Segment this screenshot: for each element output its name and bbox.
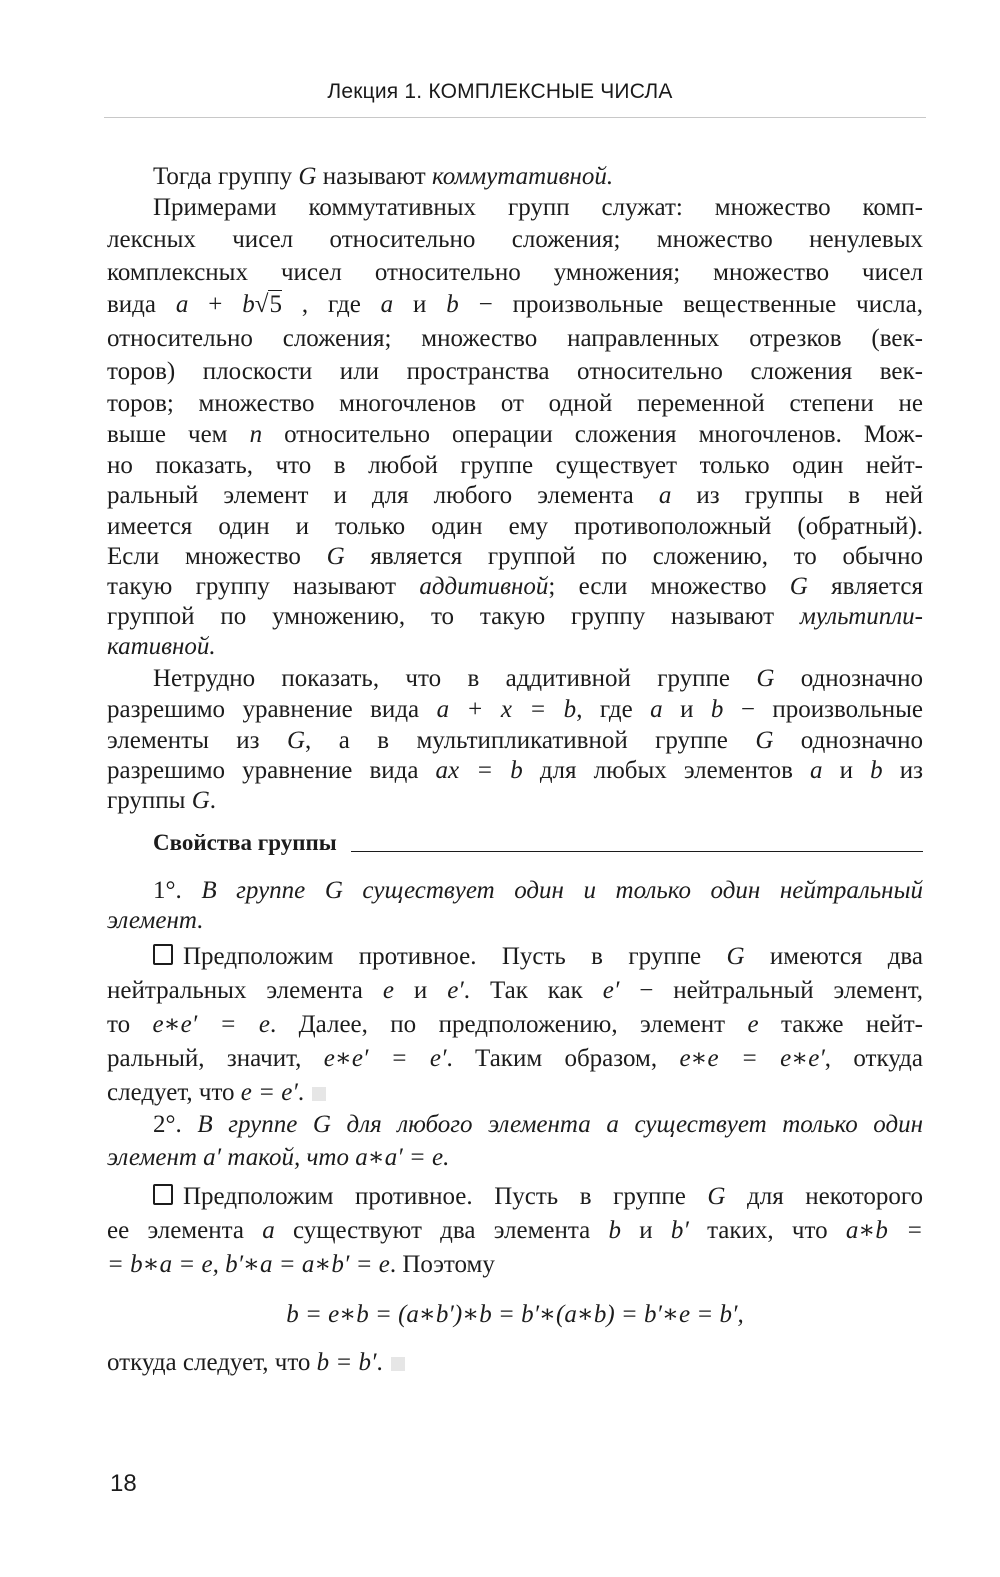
section-title: Свойства группы bbox=[153, 830, 337, 855]
paragraph-solvability-line: группы G. bbox=[107, 787, 217, 814]
proof-1-line: ральный, значит, e∗e′ = e′. Таким образом, e∗e = e∗e′, откуда bbox=[107, 1045, 923, 1072]
paragraph-examples-line: но показать, что в любой группе существует только один нейт- bbox=[107, 452, 923, 479]
proof-2-line: откуда следует, что b = b′. bbox=[107, 1348, 923, 1378]
paragraph-examples-line: комплексных чисел относительно умножения; множество чисел bbox=[107, 259, 923, 286]
sqrt-sign: √ bbox=[254, 291, 269, 318]
paragraph-examples-line: торов; множество многочленов от одной переменной степени не bbox=[107, 390, 923, 417]
proof-2-line: = b∗a = e, b′∗a = a∗b′ = e. Поэтому bbox=[107, 1251, 495, 1278]
proof-1-line: то e∗e′ = e. Далее, по предположению, элемент e также нейт- bbox=[107, 1011, 924, 1038]
paragraph-examples-line: вида a + b√5 , где a и b − произвольные вещественные числа, bbox=[107, 291, 923, 318]
paragraph-examples-line: имеется один и только один ему противоположный (обратный). bbox=[107, 513, 923, 540]
paragraph-examples-line: относительно сложения; множество направленных отрезков (век- bbox=[107, 325, 923, 352]
paragraph-examples-line: группой по умножению, то такую группу называют мультипли- bbox=[107, 603, 923, 630]
page-number: 18 bbox=[110, 1470, 137, 1497]
paragraph-examples-line: Если множество G является группой по сложению, то обычно bbox=[107, 543, 923, 570]
property-1-statement: элемент. bbox=[107, 907, 204, 934]
paragraph-solvability-line: Нетрудно показать, что в аддитивной группе G однозначно bbox=[153, 665, 923, 692]
paragraph-commutative: Тогда группу G называют коммутативной. bbox=[153, 163, 614, 190]
paragraph-solvability-line: элементы из G, а в мультипликативной группе G однозначно bbox=[107, 727, 923, 754]
property-1-statement: 1°. В группе G существует один и только один нейтральный bbox=[153, 877, 923, 904]
paragraph-examples-line: Примерами коммутативных групп служат: множество комп- bbox=[153, 194, 923, 221]
paragraph-solvability-line: разрешимо уравнение вида ax = b для любых элементов a и b из bbox=[107, 757, 923, 784]
paragraph-examples-line: ральный элемент и для любого элемента a из группы в ней bbox=[107, 482, 923, 509]
property-2-statement: 2°. В группе G для любого элемента a существует только один bbox=[153, 1111, 924, 1138]
display-equation: b = e∗b = (a∗b′)∗b = b′∗(a∗b) = b′∗e = b′, bbox=[286, 1301, 744, 1328]
proof-2-line: Предположим противное. Пусть в группе G для некоторого bbox=[153, 1182, 923, 1212]
running-head: Лекция 1. КОМПЛЕКСНЫЕ ЧИСЛА bbox=[327, 80, 673, 103]
paragraph-examples-line: лексных чисел относительно сложения; множество ненулевых bbox=[107, 226, 923, 253]
proof-start-icon bbox=[153, 1184, 173, 1205]
proof-2-line: ее элемента a существуют два элемента b и b′ таких, что a∗b = bbox=[107, 1217, 923, 1244]
proof-1-line: Предположим противное. Пусть в группе G имеются два bbox=[153, 942, 923, 972]
property-2-statement: элемент a′ такой, что a∗a′ = e. bbox=[107, 1144, 450, 1171]
paragraph-solvability-line: разрешимо уравнение вида a + x = b, где a и b − произвольные bbox=[107, 696, 923, 723]
section-heading bbox=[153, 828, 923, 858]
section-rule bbox=[351, 851, 923, 852]
proof-1-line: следует, что e = e′. bbox=[107, 1078, 923, 1108]
paragraph-examples-line: выше чем n относительно операции сложения многочленов. Мож- bbox=[107, 421, 923, 448]
paragraph-examples-line: торов) плоскости или пространства относительно сложения век- bbox=[107, 358, 923, 385]
proof-end-icon bbox=[391, 1357, 405, 1371]
proof-1-line: нейтральных элемента e и e′. Так как e′ − нейтральный элемент, bbox=[107, 977, 923, 1004]
paragraph-examples-line: такую группу называют аддитивной; если множество G является bbox=[107, 573, 923, 600]
paragraph-examples-line: кативной. bbox=[107, 633, 216, 660]
proof-end-icon bbox=[312, 1087, 326, 1101]
proof-start-icon bbox=[153, 944, 173, 965]
header-rule bbox=[104, 117, 926, 118]
